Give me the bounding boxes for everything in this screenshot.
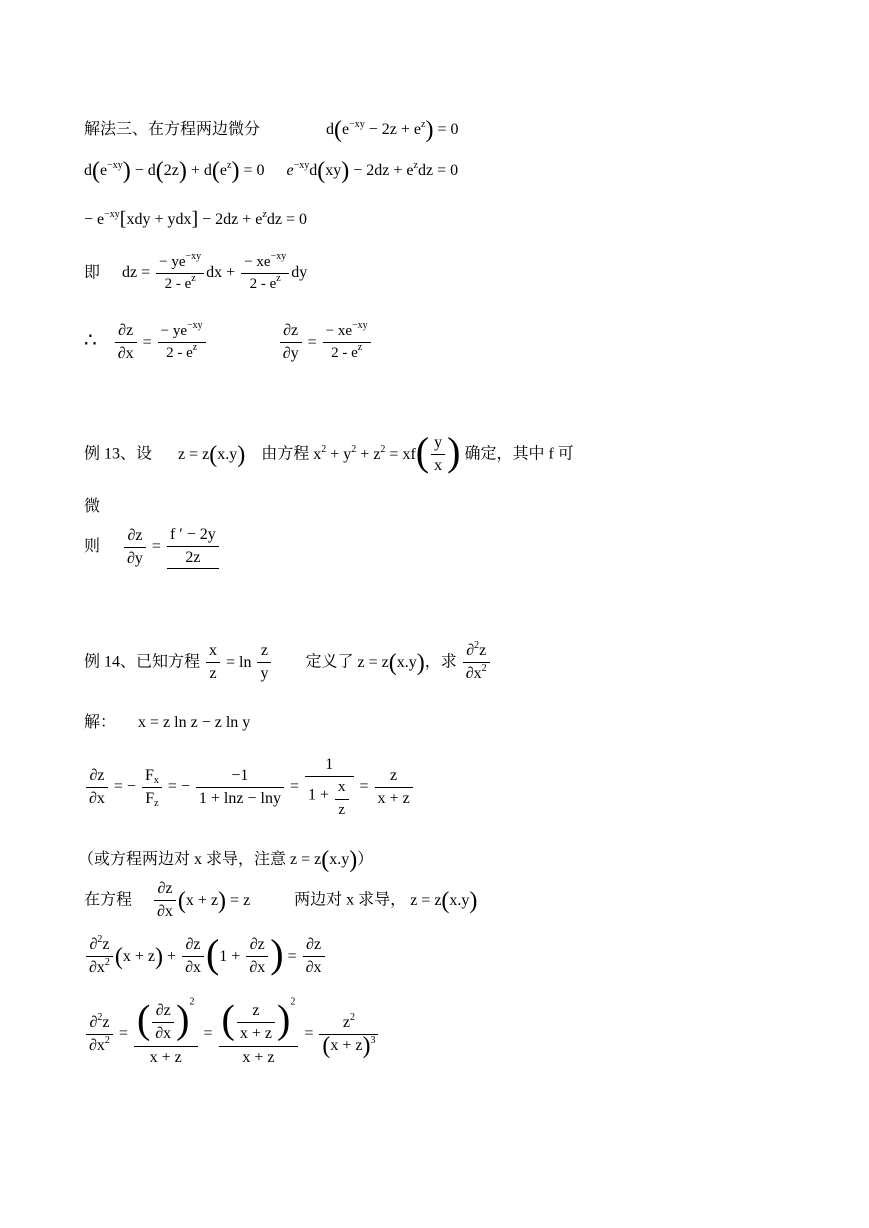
expanded-equation: − $e^{-xy}[xdy + ydx] - 2dz + e^zdz = 0$ <box>84 208 307 230</box>
example13-result: $\frac{\partial z}{\partial y}$ = $\frac{f ' - 2y}{2z}$ <box>122 538 221 555</box>
solution-line <box>84 709 250 732</box>
note-text-a: （或方程两边对 x 求导，注意 <box>78 851 287 868</box>
example13-text2: 确定，其中 f 可 <box>464 445 574 463</box>
note-line <box>78 846 374 873</box>
dz-label: 即 <box>84 264 101 282</box>
example13-z: z = z(x.y) <box>178 441 246 468</box>
partials-line <box>84 322 373 364</box>
dz-dy-result: $\frac{\partial z}{\partial y}$ = $\frac{- xe^{-xy}}{2 - e^z}$ <box>278 334 373 351</box>
in-equation-label: 在方程 <box>84 891 133 909</box>
in-equation-z: z = z(x.y) <box>410 887 478 914</box>
final-line <box>84 996 380 1067</box>
second-derivative-equation: $\frac{\partial^2z}{\partial x^2}$ (x + z) + $\frac{\partial z}{\partial x}$ (1 + $\frac{\partial z}{\partial x}$ ) = $\frac{\partial z}{\partial x}$ <box>84 948 327 965</box>
example14-equation: $\frac{x}{z}$ = ln $\frac{z}{y}$ <box>204 654 277 671</box>
in-equation-text: 两边对 x 求导， <box>294 891 407 909</box>
dz-dx-result: $\frac{\partial z}{\partial x}$ = $\frac{- ye^{-xy}}{2 - e^z}$ <box>113 334 212 351</box>
note-text-b: ） <box>357 851 374 868</box>
note-z: z = z(x.y) <box>290 847 358 873</box>
example14-target: $\frac{\partial^2z}{\partial x^2}$ <box>461 654 492 671</box>
example13-label: 例 13、设 <box>84 445 153 463</box>
solution3-line <box>84 116 459 143</box>
example13-line <box>84 428 574 476</box>
example14-text2: ，求 <box>424 653 457 671</box>
final-equation: $\frac{\partial^2z}{\partial x^2}$ = ( $\frac{\partial z}{\partial x}$ )$^2$ x + z = ( $\frac{z}{x + z}$ )$^2$ x + z = $\frac{z^2}{(x + z)^3}$ <box>84 1025 380 1042</box>
example13-wrap <box>84 493 100 516</box>
therefore-symbol: ∴ <box>84 329 97 352</box>
example13-text3: 微 <box>84 498 101 515</box>
differential-equation-a: $d(e^{-xy}) - d(2z) + d(e^z) = 0$ <box>84 158 265 184</box>
example13-result-line <box>84 526 221 569</box>
example13-equation: $x^2 + y^2 + z^2 = xf$( $\frac{y}{x}$ ) <box>313 428 461 475</box>
solution-equation: x = z ln z − z ln y <box>138 714 251 731</box>
example14-z: z = z(x.y) <box>357 649 425 676</box>
differential-line <box>84 158 459 184</box>
in-equation-line <box>84 880 477 922</box>
expanded-line <box>84 208 307 231</box>
solution3-label: 解法三、在方程两边微分 <box>84 121 261 138</box>
dz-line <box>84 251 308 294</box>
example14-text1: 定义了 <box>305 653 354 671</box>
solution3-equation: $d(e^{-xy} - 2z + e^z) = 0$ <box>326 117 459 143</box>
differential-equation-b: $e^{-xy}d(xy) - 2dz + e^zdz = 0$ <box>286 158 459 184</box>
in-equation: $\frac{\partial z}{\partial x}$ (x + z) = z <box>152 892 254 909</box>
dz-equation: dz = $\frac{- ye^{-xy}}{2 - e^z}$ dx + $\frac{- xe^{-xy}}{2 - e^z}$ dy <box>122 251 308 293</box>
example14-line <box>84 642 492 684</box>
solution-label: 解： <box>84 714 117 731</box>
example14-label: 例 14、已知方程 <box>84 653 201 671</box>
second-derivative-line <box>84 930 327 978</box>
derivative-line <box>84 756 415 819</box>
example13-then: 则 <box>84 538 101 556</box>
example13-text1: 由方程 <box>261 445 310 463</box>
derivative-equation: $\frac{\partial z}{\partial x}$ = − $\frac{F_x}{F_z}$ = − $\frac{-1}{1 + \ln z - \ln y}$ = 1 1 + $\frac{x}{z}$ = $\frac{z}{x + z}$ <box>84 778 415 795</box>
